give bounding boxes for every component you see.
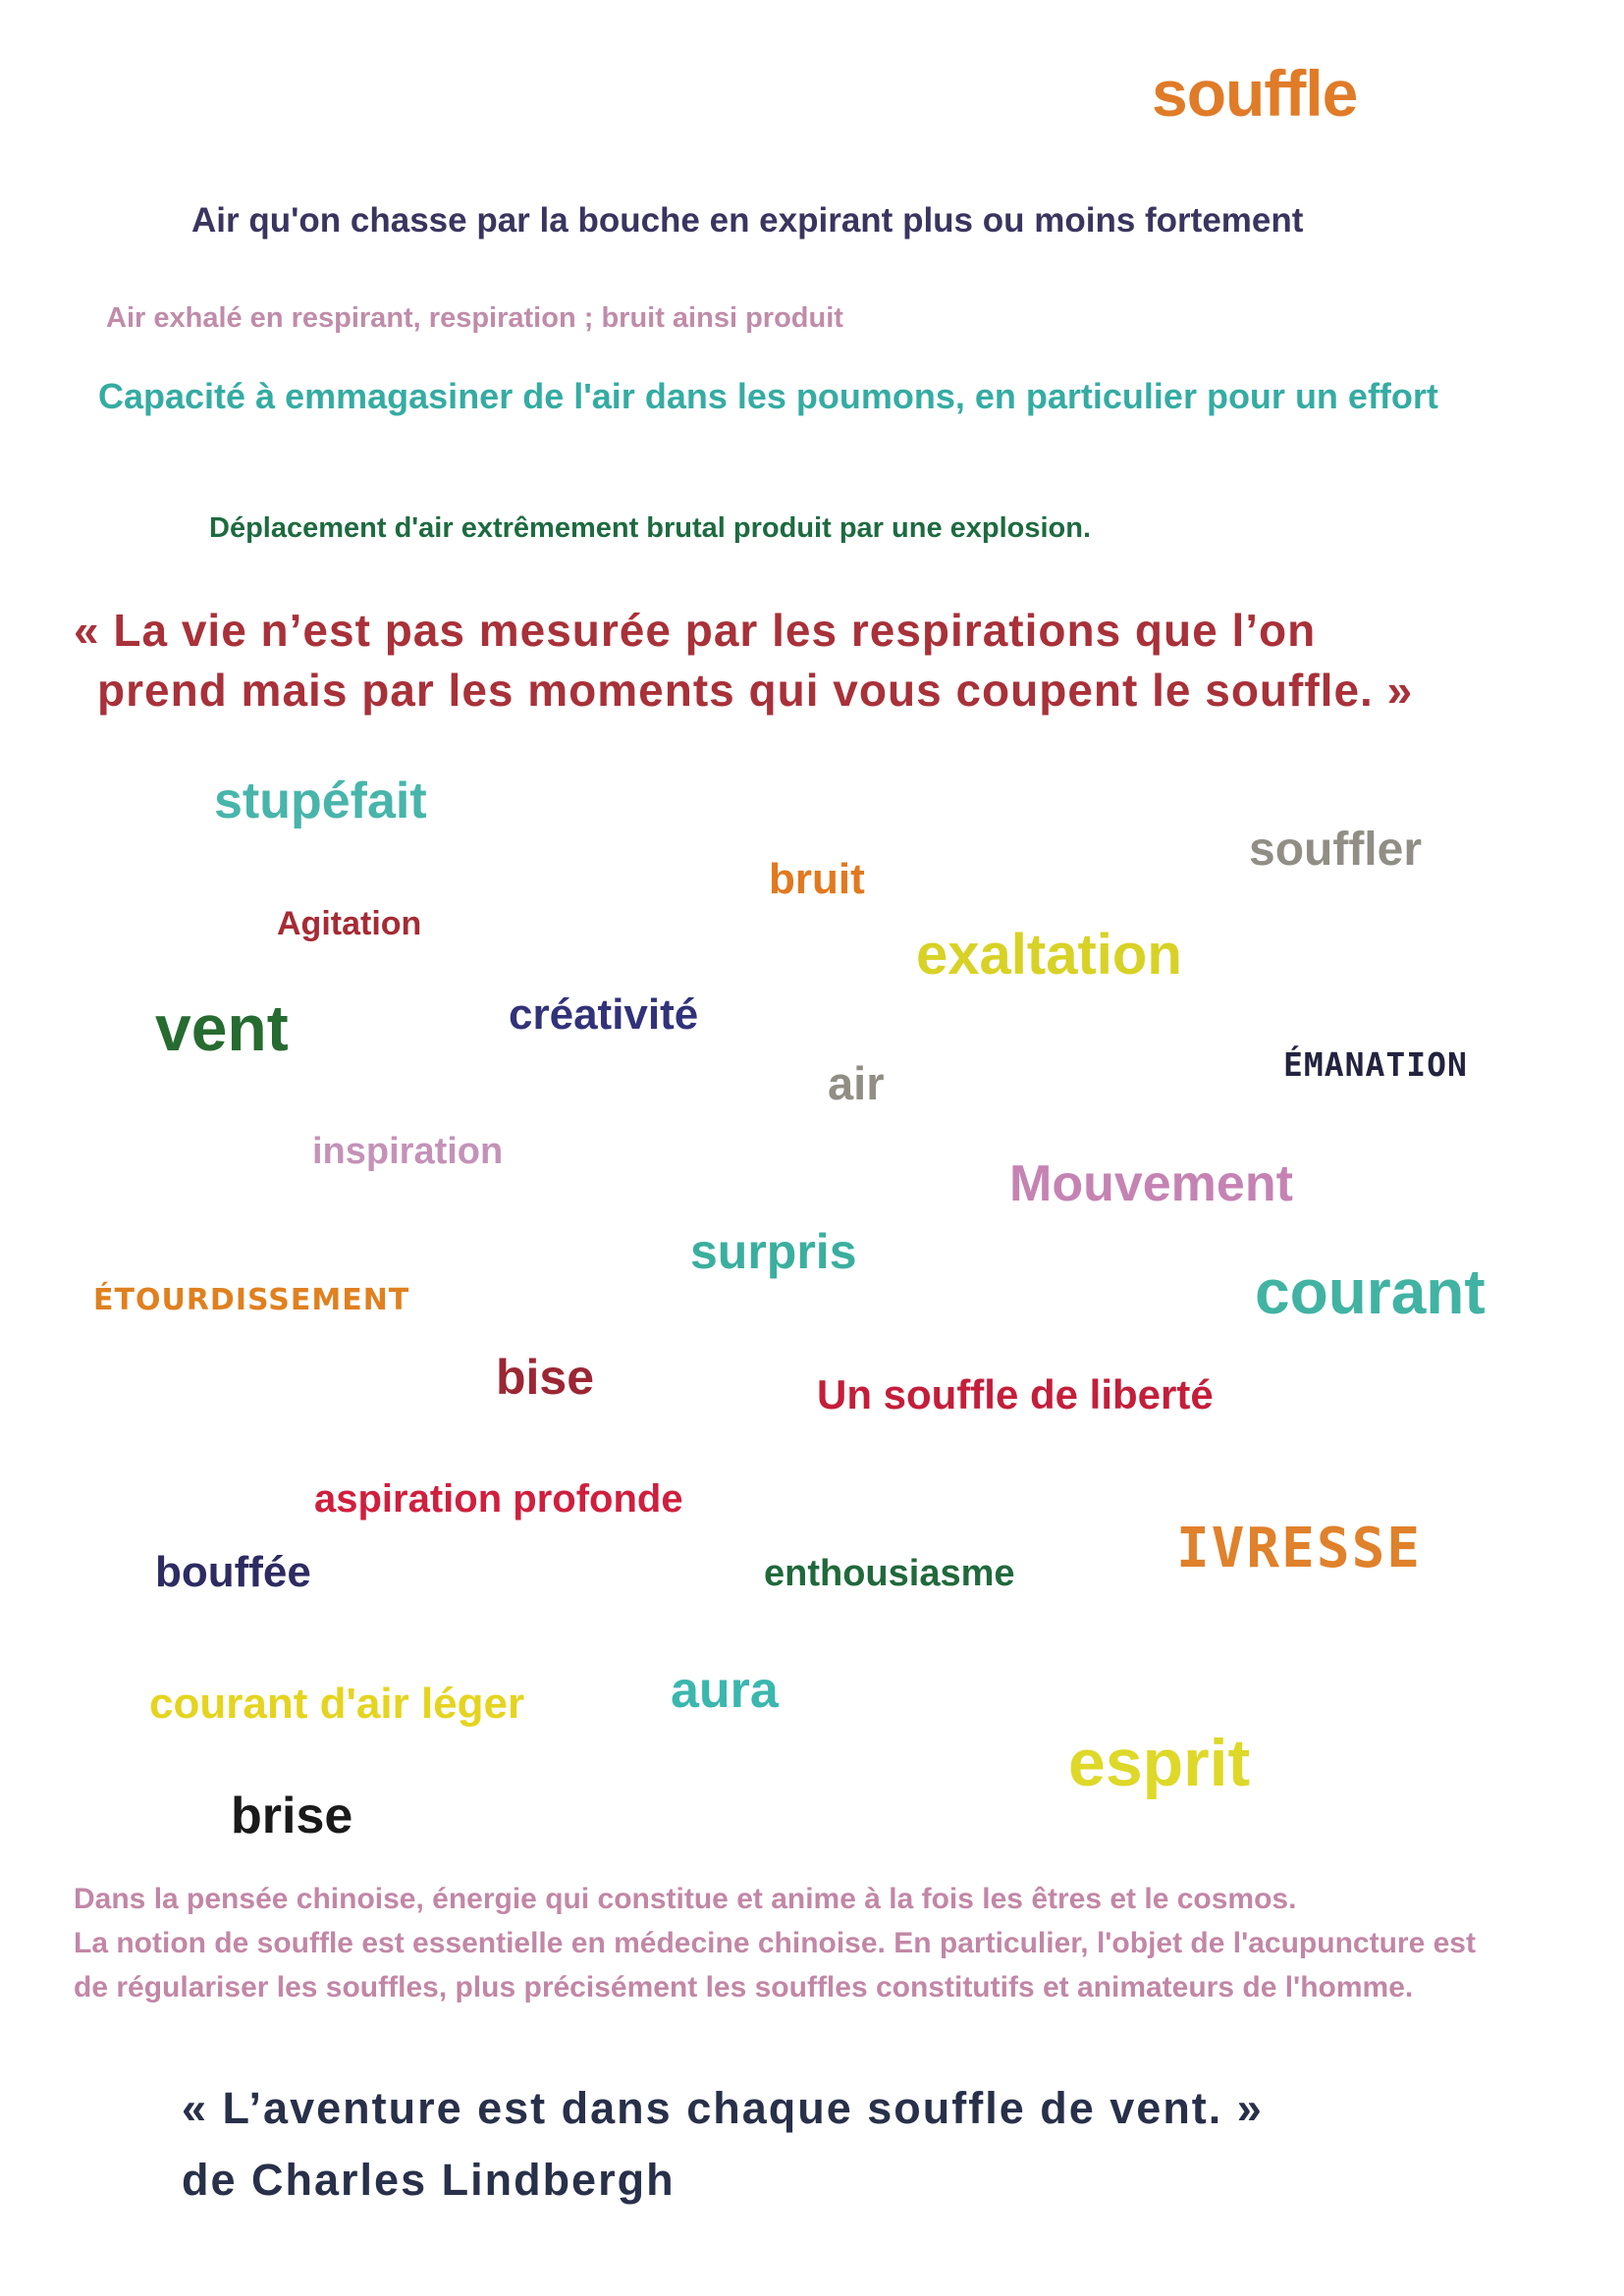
cloud-word-bouffee: bouffée xyxy=(155,1548,311,1596)
quote-breaths-moments xyxy=(74,601,1413,720)
cloud-word-surpris: surpris xyxy=(690,1224,857,1279)
quote-bottom-attribution: de Charles Lindbergh xyxy=(182,2154,676,2205)
cloud-word-bruit: bruit xyxy=(769,855,865,903)
cloud-word-emanation: ÉMANATION xyxy=(1283,1045,1468,1084)
definition-exhaled-air: Air exhalé en respirant, respiration ; bruit ainsi produit xyxy=(106,302,843,334)
cloud-phrase-courant-dair-leger: courant d'air léger xyxy=(149,1680,525,1728)
definition-explosion-blast: Déplacement d'air extrêmement brutal produit par une explosion. xyxy=(209,512,1092,544)
cloud-word-brise: brise xyxy=(231,1788,353,1844)
cloud-word-exaltation: exaltation xyxy=(916,923,1182,987)
quote-lindbergh xyxy=(182,2073,1264,2216)
cloud-word-stupefait: stupéfait xyxy=(214,773,427,829)
cloud-word-agitation: Agitation xyxy=(277,905,422,942)
cloud-word-creativite: créativité xyxy=(509,990,699,1039)
quote-bottom-line1: « L’aventure est dans chaque souffle de vent. » xyxy=(182,2083,1264,2133)
chinese-thought-note xyxy=(74,1877,1476,2009)
cloud-word-courant: courant xyxy=(1255,1256,1486,1327)
cloud-word-bise: bise xyxy=(496,1350,595,1405)
cloud-word-etourdissement: ÉTOURDISSEMENT xyxy=(93,1283,410,1317)
quote-top-line1: « La vie n’est pas mesurée par les respirations que l’on xyxy=(74,605,1317,656)
cloud-word-enthousiasme: enthousiasme xyxy=(764,1553,1015,1594)
cloud-word-inspiration: inspiration xyxy=(312,1131,504,1172)
cloud-word-vent: vent xyxy=(155,991,289,1064)
quote-top-line2: prend mais par les moments qui vous coupent le souffle. » xyxy=(97,664,1414,716)
definition-expired-air: Air qu'on chasse par la bouche en expirant plus ou moins fortement xyxy=(191,201,1304,240)
cloud-word-mouvement: Mouvement xyxy=(1009,1155,1293,1212)
note-line3: de régulariser les souffles, plus précisément les souffles constitutifs et animateurs de l'homme. xyxy=(74,1971,1414,2003)
cloud-word-souffler: souffler xyxy=(1249,824,1423,876)
note-line1: Dans la pensée chinoise, énergie qui constitue et anime à la fois les êtres et le cosmos. xyxy=(74,1883,1297,1915)
note-line2: La notion de souffle est essentielle en médecine chinoise. En particulier, l'objet de l'acupuncture est xyxy=(74,1927,1476,1959)
definition-lung-capacity: Capacité à emmagasiner de l'air dans les poumons, en particulier pour un effort xyxy=(98,376,1438,416)
cloud-phrase-un-souffle-de-liberte: Un souffle de liberté xyxy=(817,1371,1214,1417)
cloud-word-ivresse: IVRESSE xyxy=(1176,1517,1423,1580)
cloud-word-aura: aura xyxy=(671,1662,779,1719)
page-title: souffle xyxy=(1152,57,1358,130)
cloud-word-air: air xyxy=(828,1057,885,1109)
cloud-phrase-aspiration-profonde: aspiration profonde xyxy=(314,1477,683,1521)
cloud-word-esprit: esprit xyxy=(1068,1726,1251,1800)
